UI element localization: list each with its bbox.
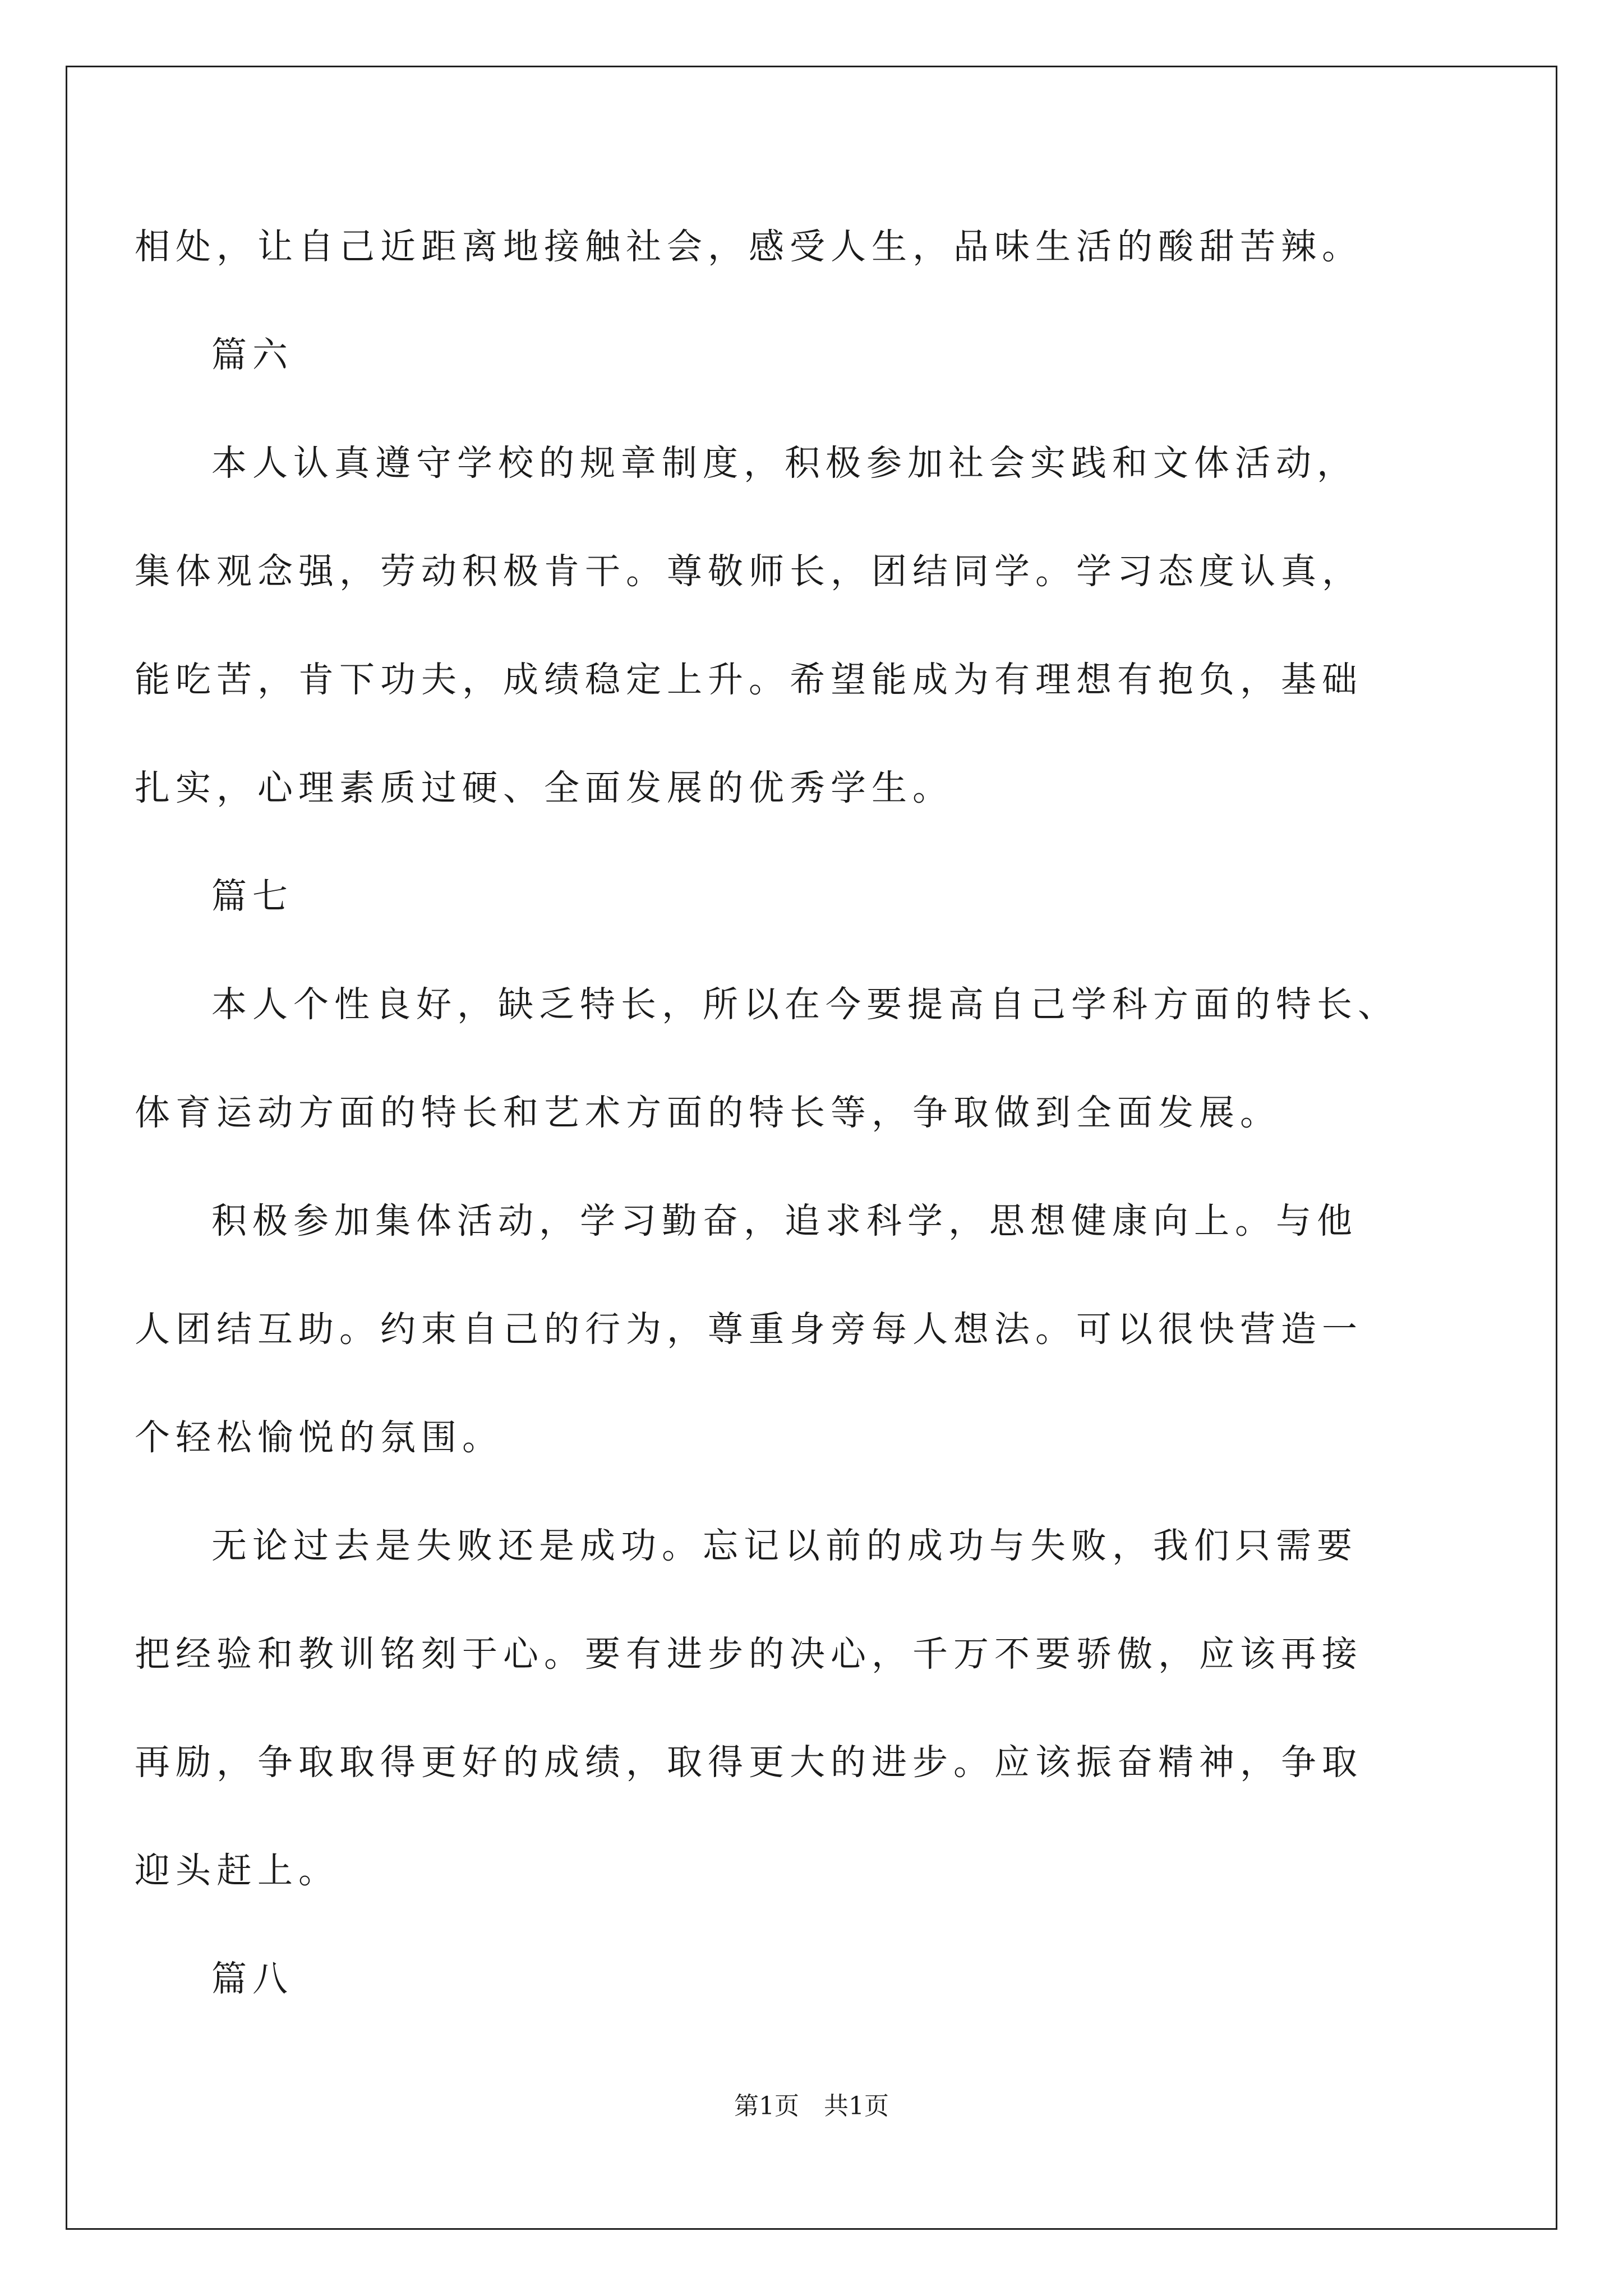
text-line: 扎实，心理素质过硬、全面发展的优秀学生。 xyxy=(135,767,953,808)
text-line: 能吃苦，肯下功夫，成绩稳定上升。希望能成为有理想有抱负，基础 xyxy=(135,659,1363,700)
text-line: 个轻松愉悦的氛围。 xyxy=(135,1417,503,1458)
section-heading: 篇七 xyxy=(211,876,293,917)
document-body xyxy=(135,192,1481,2033)
text-line: 本人个性良好，缺乏特长，所以在今要提高自己学科方面的特长、 xyxy=(211,984,1399,1025)
text-line: 把经验和教训铭刻于心。要有进步的决心，千万不要骄傲，应该再接 xyxy=(135,1634,1363,1674)
section-heading: 篇八 xyxy=(211,1958,293,1999)
text-line: 无论过去是失败还是成功。忘记以前的成功与失败，我们只需要 xyxy=(211,1525,1358,1566)
section-heading: 篇六 xyxy=(211,334,293,375)
text-line: 本人认真遵守学校的规章制度，积极参加社会实践和文体活动， xyxy=(211,443,1358,484)
text-line: 人团结互助。约束自己的行为，尊重身旁每人想法。可以很快营造一 xyxy=(135,1309,1363,1350)
text-line: 再励，争取取得更好的成绩，取得更大的进步。应该振奋精神，争取 xyxy=(135,1742,1363,1783)
text-line: 迎头赶上。 xyxy=(135,1850,339,1891)
text-line: 体育运动方面的特长和艺术方面的特长等，争取做到全面发展。 xyxy=(135,1092,1281,1133)
page-number: 第1页 共1页 xyxy=(734,2092,889,2120)
text-line: 集体观念强，劳动积极肯干。尊敬师长，团结同学。学习态度认真， xyxy=(135,551,1363,592)
text-line: 相处，让自己近距离地接触社会，感受人生，品味生活的酸甜苦辣。 xyxy=(135,226,1363,267)
text-line: 积极参加集体活动，学习勤奋，追求科学，思想健康向上。与他 xyxy=(211,1200,1358,1241)
